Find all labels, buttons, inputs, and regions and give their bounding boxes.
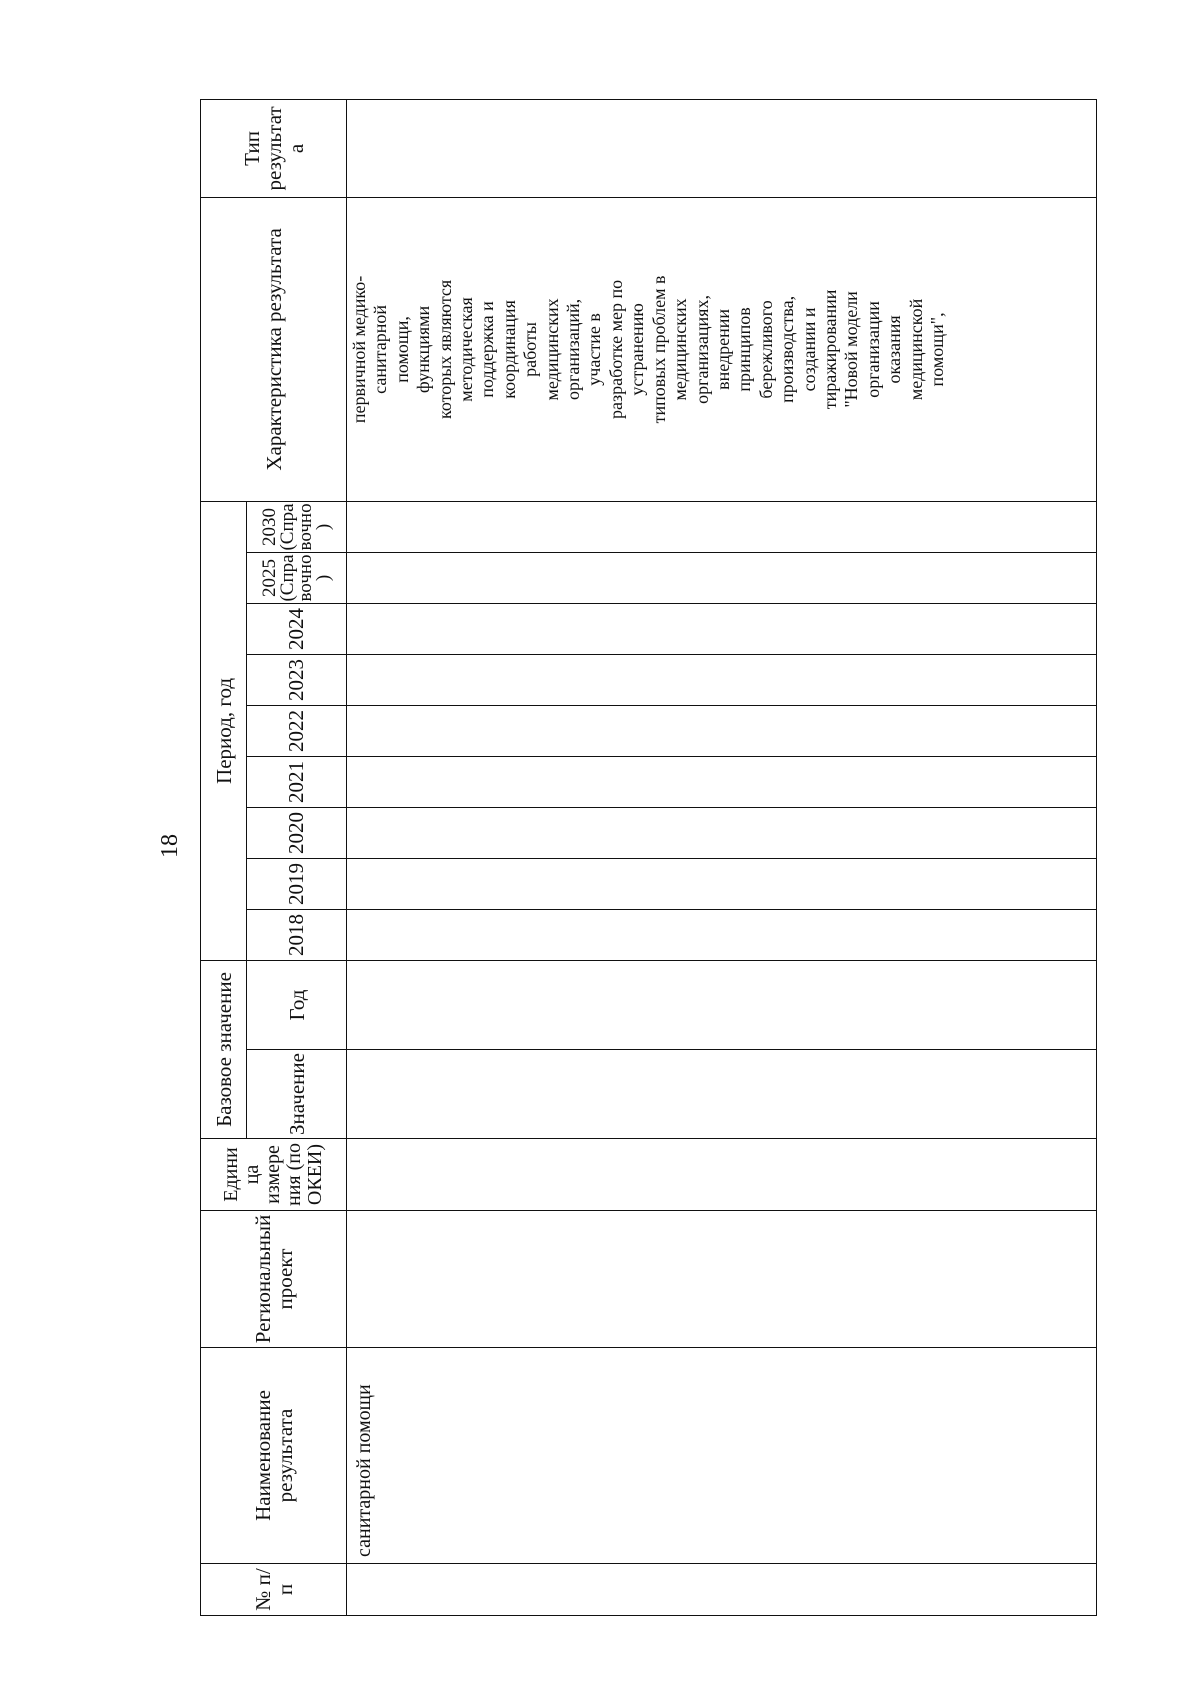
header-year-2022: 2022 (247, 705, 347, 756)
characteristic-line: методическая (456, 297, 477, 402)
characteristic-line: работы (520, 321, 541, 377)
header-year-2018: 2018 (247, 909, 347, 960)
cell-year-2020 (347, 807, 1097, 858)
cell-type (347, 99, 1097, 197)
header-row-1 (201, 99, 247, 1615)
characteristic-line: бережливого (755, 300, 776, 399)
characteristic-line: устранению (627, 303, 648, 396)
cell-name: санитарной помощи (347, 1348, 1097, 1564)
results-table (200, 99, 1097, 1616)
characteristic-line: тиражировании (819, 289, 840, 410)
header-year-2019: 2019 (247, 858, 347, 909)
characteristic-line: типовых проблем в (648, 275, 669, 424)
characteristic-line: производства, (777, 295, 798, 403)
characteristic-line: которых являются (434, 279, 455, 420)
characteristic-line: организациях, (691, 295, 712, 404)
header-num: № п/п (201, 1564, 347, 1616)
characteristic-line: участие в (584, 313, 605, 386)
characteristic-line: принципов (734, 307, 755, 392)
characteristic-line: медицинской (905, 298, 926, 401)
characteristic-line: создании и (798, 307, 819, 392)
characteristic-line: помощи", (926, 312, 947, 387)
cell-year-2025 (347, 552, 1097, 603)
header-base-value: Значение (247, 1050, 347, 1139)
cell-year-2030 (347, 501, 1097, 552)
characteristic-line: медицинских (541, 298, 562, 401)
header-base-year: Год (247, 960, 347, 1049)
characteristic-line: поддержка и (477, 301, 498, 398)
characteristic-line: организации (862, 301, 883, 398)
header-year-2020: 2020 (247, 807, 347, 858)
characteristic-line: оказания (884, 315, 905, 384)
cell-num (347, 1564, 1097, 1616)
header-year-2030: 2030 (Справочно) (247, 501, 347, 552)
characteristic-lines (349, 199, 948, 500)
characteristic-line: организаций, (563, 298, 584, 400)
characteristic-line: медицинских (670, 298, 691, 401)
characteristic-line: санитарной (370, 305, 391, 394)
cell-year-2021 (347, 756, 1097, 807)
cell-unit (347, 1139, 1097, 1211)
characteristic-line: разработке мер по (605, 279, 626, 420)
cell-project (347, 1211, 1097, 1348)
header-unit: Единица измерения (по ОКЕИ) (201, 1139, 347, 1211)
characteristic-line: координация (498, 300, 519, 399)
cell-base-year (347, 960, 1097, 1049)
cell-year-2018 (347, 909, 1097, 960)
header-year-2021: 2021 (247, 756, 347, 807)
header-year-2025: 2025 (Справочно) (247, 552, 347, 603)
header-period-group: Период, год (201, 501, 247, 960)
results-table-rotated (200, 100, 1096, 1616)
header-name: Наименование результата (201, 1348, 347, 1564)
table-row (347, 99, 1097, 1615)
cell-characteristic (347, 197, 1097, 501)
header-base-group: Базовое значение (201, 960, 247, 1138)
characteristic-line: внедрении (712, 308, 733, 390)
characteristic-line: "Новой модели (841, 291, 862, 408)
header-year-2023: 2023 (247, 654, 347, 705)
cell-year-2023 (347, 654, 1097, 705)
characteristic-line: помощи, (391, 316, 412, 383)
header-project: Региональный проект (201, 1211, 347, 1348)
cell-base-value (347, 1050, 1097, 1139)
cell-year-2022 (347, 705, 1097, 756)
characteristic-line: первичной медико- (349, 275, 369, 424)
characteristic-line: функциями (413, 305, 434, 394)
page-number: 18 (157, 834, 183, 858)
header-characteristic: Характеристика результата (201, 197, 347, 501)
cell-year-2024 (347, 603, 1097, 654)
cell-year-2019 (347, 858, 1097, 909)
header-year-2024: 2024 (247, 603, 347, 654)
header-type: Тип результата (201, 99, 347, 197)
